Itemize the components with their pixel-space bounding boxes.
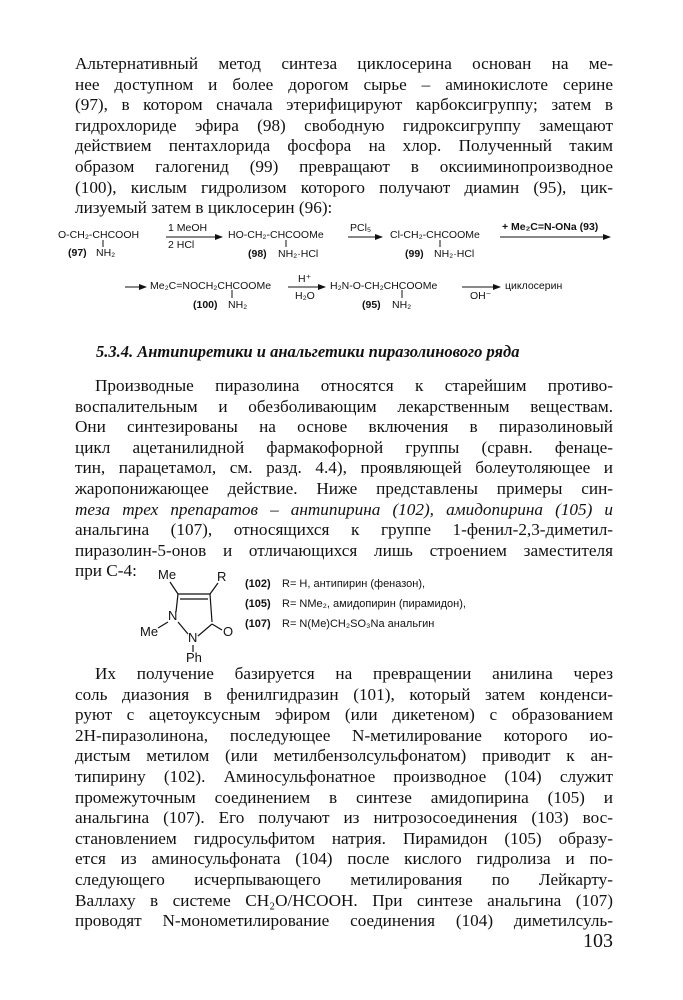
section-heading: 5.3.4. Антипиретики и анальгетики пиразолинового ряда [96, 342, 520, 361]
text-line: цикл ацетанилидной фармакофорной группы (сравн. фенаце- [75, 437, 613, 457]
compound-98: HO-CH₂-CHCOOMe [228, 229, 324, 241]
text-line: тин, парацетамол, см. разд. 4.4), проявляющей болеутоляющее и [75, 458, 613, 478]
text-line: Валлаху в системе CH₂O/HCOOH. При синтезе анальгина (107) [75, 890, 613, 910]
text-line: следующего исчерпывающего метилирования по Лейкарту- [75, 869, 613, 889]
text-line: анальгина (107), относящихся к группе 1-фенил-2,3-диметил- [75, 520, 613, 540]
text-line: гидрохлориде эфира (98) свободную гидроксигруппу замещают [75, 115, 613, 135]
text-line: промежуточным соединением в синтезе амидопирина (105) и [75, 787, 613, 807]
arrow-4-reagent-top: H⁺ [298, 273, 312, 285]
text-line: Альтернативный метод синтеза циклосерина основан на ме- [75, 54, 613, 73]
list-item-num: (107) [245, 618, 271, 630]
product-cycloserine: циклосерин [505, 280, 563, 292]
compound-95-nh2: NH₂ [392, 299, 412, 311]
text-line: действием пентахлорида фосфора на хлор. Полученный таким [75, 136, 613, 156]
compound-95: H₂N-O-CH₂CHCOOMe [330, 280, 438, 292]
arrow-3-reagent: + Me₂C=N-ONa (93) [502, 221, 599, 233]
arrow-4-reagent-bottom: H₂O [295, 290, 315, 302]
compound-97-nh2: NH₂ [96, 247, 116, 259]
atom-o: O [223, 624, 234, 639]
atom-n2: N [188, 630, 198, 645]
atom-r: R [217, 569, 227, 584]
text-line: при С-4: [75, 561, 137, 581]
label-95: (95) [362, 299, 381, 311]
text-line: Производные пиразолина относятся к старейшим противо- [95, 376, 613, 395]
atom-n1: N [168, 608, 178, 623]
text-line: (97), в котором сначала этерифицируют карбоксигруппу; затем в [75, 95, 613, 115]
text-line: ется из аминосульфоната (104) после кислого гидролиза и по- [75, 849, 613, 869]
paragraph-3 [75, 664, 613, 932]
list-item-text: R= N(Me)CH₂SO₃Na анальгин [282, 618, 435, 630]
text-line: становлением гидросульфитом натрия. Пирамидон (105) образу- [75, 828, 613, 848]
compound-99: Cl-CH₂-CHCOOMe [390, 229, 480, 241]
text-line: соль диазония в фенилгидразин (101), который затем конденси- [75, 684, 613, 704]
text-line: Их получение базируется на превращении анилина через [95, 664, 613, 683]
list-item-num: (105) [245, 598, 271, 610]
atom-me-left: Me [140, 624, 159, 639]
list-item-text: R= H, антипирин (феназон), [282, 578, 426, 590]
label-98: (98) [248, 248, 267, 260]
arrow-1-reagent-top: 1 MeOH [168, 222, 208, 234]
text-line: типирину (102). Аминосульфонатное производное (104) служит [75, 766, 613, 786]
text-line: теза трех препаратов – антипирина (102), амидопирина (105) и [75, 499, 613, 519]
atom-me-top: Me [158, 567, 177, 582]
list-item-num: (102) [245, 578, 271, 590]
text-line: жаропонижающее действие. Ниже представлены примеры син- [75, 478, 613, 498]
label-97: (97) [68, 247, 87, 259]
text-line: лизуемый затем в циклосерин (96): [75, 198, 333, 218]
label-100: (100) [193, 299, 218, 311]
text-line: Они синтезированы на основе включения в пиразолиновый [75, 417, 613, 437]
list-item-text: R= NMe₂, амидопирин (пирамидон), [282, 598, 466, 610]
compound-100: Me₂C=NOCH₂CHCOOMe [150, 280, 272, 292]
text-line: (100), кислым гидролизом которого получают диамин (95), цик- [75, 177, 613, 197]
text-line: анальгина (107). Его получают из нитрозосоединения (103) вос- [75, 808, 613, 828]
text-line: проводят N-монометилирование соединения (104) диметилсуль- [75, 911, 613, 931]
arrow-1-reagent-bottom: 2 HCl [168, 239, 195, 251]
arrow-5-reagent: OH⁻ [470, 290, 492, 302]
label-99: (99) [405, 248, 424, 260]
atom-ph: Ph [186, 650, 202, 665]
text-line: пиразолин-5-онов и отличающихся лишь строением заместителя [75, 540, 613, 560]
text-line: образом галогенид (99) превращают в оксииминопроизводное [75, 156, 613, 176]
text-line: воспалительным и обезболивающим лекарственным веществам. [75, 396, 613, 416]
compound-98-nh2: NH₂·HCl [278, 248, 319, 260]
text-line: дистым метилом (или метилбензолсульфонатом) приводит к ан- [75, 746, 613, 766]
text-line: руют с ацетоуксусным эфиром (или дикетеном) с образованием [75, 705, 613, 725]
text-line: нее доступном и более дорогом сырье – аминокислоте серине [75, 74, 613, 94]
arrow-2-reagent: PCl₅ [350, 222, 372, 234]
compound-97: O-CH₂-CHCOOH [58, 229, 140, 241]
text-line: 2Н-пиразолинона, последующее N-метилирование которого ио- [75, 725, 613, 745]
compound-100-nh2: NH₂ [228, 299, 248, 311]
compound-99-nh2: NH₂·HCl [434, 248, 475, 260]
page-number: 103 [583, 930, 613, 952]
